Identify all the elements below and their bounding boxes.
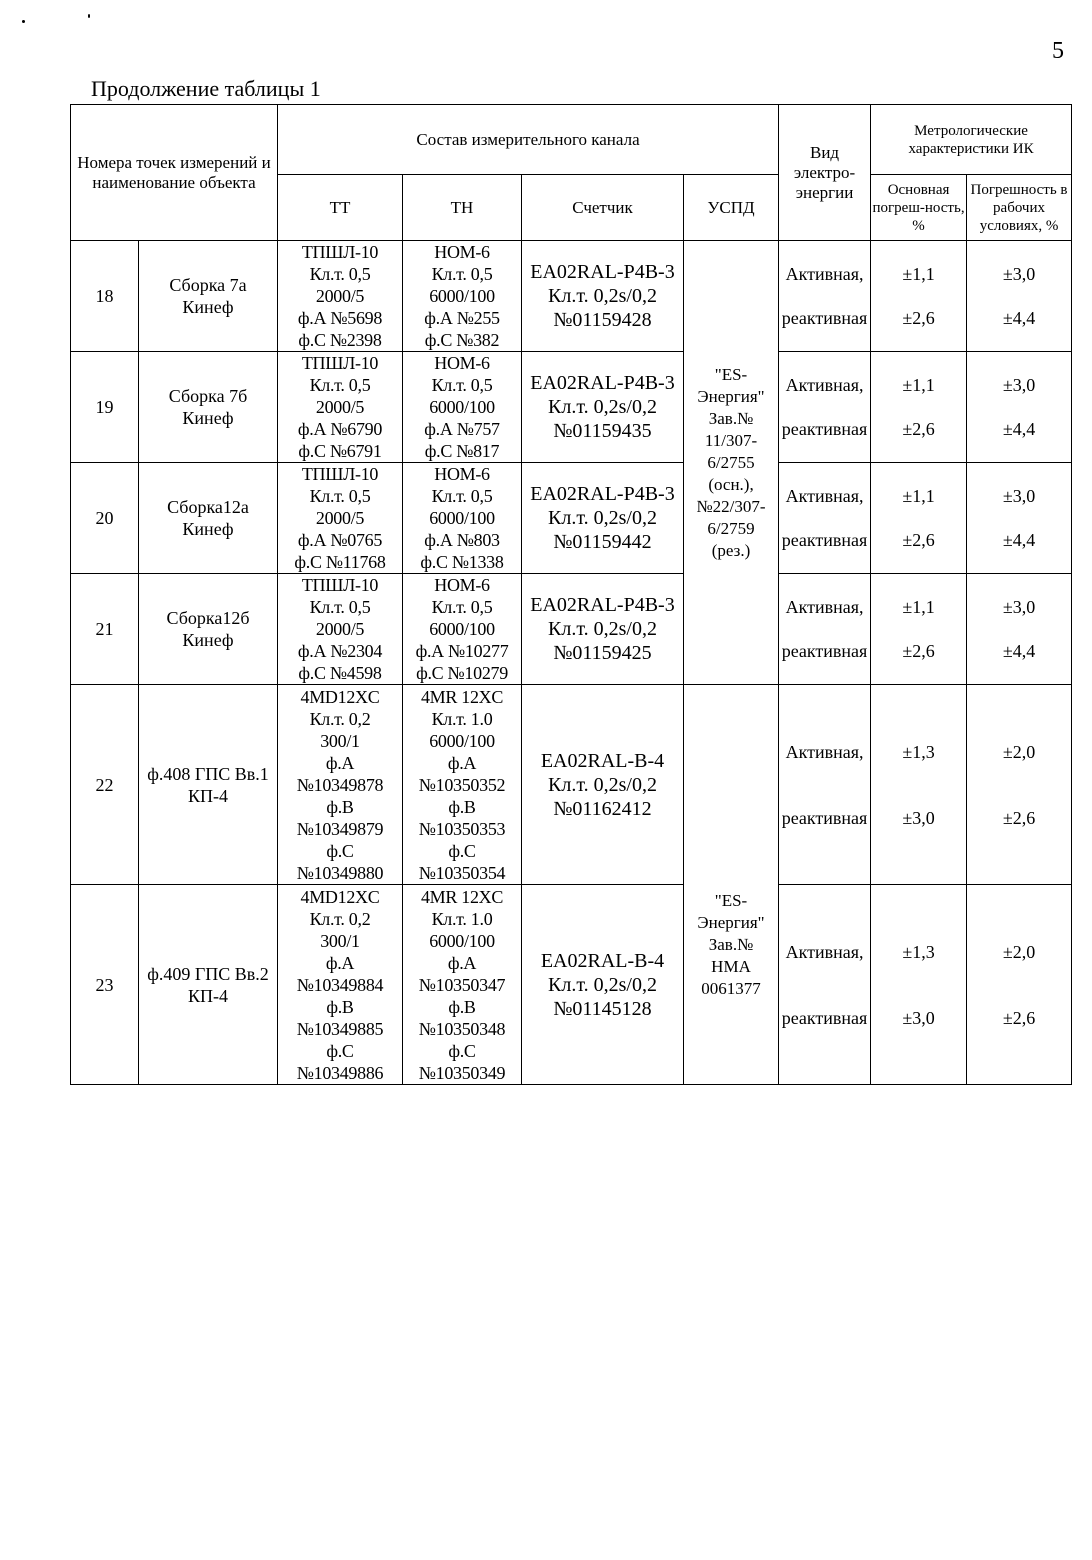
basic-error-value: ±3,0 <box>902 1007 935 1028</box>
energy-kind-cell <box>779 885 871 1085</box>
meter-line: Кл.т. 0,2s/0,2 <box>548 973 657 996</box>
meter-line: EA02RAL-P4B-3 <box>530 372 675 394</box>
tt-cell <box>278 685 403 885</box>
tt-line: Кл.т. 0,2 <box>309 708 371 729</box>
tt-line: 300/1 <box>320 730 360 751</box>
energy-kind-cell <box>779 463 871 574</box>
tn-line: 6000/100 <box>429 286 495 306</box>
header-metro: Метрологические характеристики ИК <box>871 105 1072 175</box>
basic-error-cell <box>871 463 967 574</box>
meter-line: EA02RAL-P4B-3 <box>530 261 675 283</box>
object-name-text: Сборка12б Кинеф <box>166 608 250 650</box>
work-error-value: ±3,0 <box>1002 485 1036 506</box>
tn-line: 6000/100 <box>429 930 495 951</box>
tn-line: НОМ-6 <box>434 242 490 262</box>
object-name-text: Сборка12а Кинеф <box>167 497 249 539</box>
energy-kind-value: Активная, <box>785 741 864 762</box>
energy-kind-stack <box>779 363 870 452</box>
tt-line: Кл.т. 0,5 <box>309 597 371 617</box>
energy-kind-value: реактивная <box>781 419 868 440</box>
work-error-value: ±4,4 <box>1002 641 1036 662</box>
meter-line: №01145128 <box>553 997 652 1020</box>
tt-line: №10349879 <box>296 818 384 839</box>
meter-line: EA02RAL-P4B-3 <box>530 483 675 505</box>
tn-line: ф.С №10279 <box>416 663 508 683</box>
object-name-text: Сборка 7а Кинеф <box>169 275 247 317</box>
work-error-cell <box>967 241 1072 352</box>
meter-cell <box>522 685 684 885</box>
tt-cell <box>278 463 403 574</box>
tn-line: ф.А №10277 <box>415 641 509 661</box>
tt-cell <box>278 574 403 685</box>
energy-kind-cell <box>779 574 871 685</box>
tt-line: ф.С №4598 <box>298 663 382 683</box>
basic-error-value: ±1,3 <box>902 941 935 962</box>
uspd-line: (рез.) <box>711 540 751 560</box>
tn-line: 6000/100 <box>429 619 495 639</box>
row-number: 19 <box>71 352 139 463</box>
tn-line: ф.С №382 <box>424 330 500 350</box>
energy-kind-value: Активная, <box>785 941 864 962</box>
meter-line: №01159425 <box>553 642 652 664</box>
tt-line: 2000/5 <box>315 286 365 306</box>
table-row <box>71 463 1072 574</box>
energy-kind-stack <box>779 719 870 851</box>
meter-line: Кл.т. 0,2s/0,2 <box>548 618 657 640</box>
tt-line: ф.А №0765 <box>297 530 383 550</box>
work-error-value: ±2,0 <box>1002 941 1036 962</box>
table-row <box>71 574 1072 685</box>
basic-error-value: ±2,6 <box>902 641 935 662</box>
header-work-error: Погрешность в рабочих условиях, % <box>967 175 1072 241</box>
row-number: 21 <box>71 574 139 685</box>
scan-dot <box>22 20 25 23</box>
tt-line: 2000/5 <box>315 508 365 528</box>
tn-line: №10350353 <box>418 818 506 839</box>
tn-cell <box>403 685 522 885</box>
energy-kind-stack <box>779 474 870 563</box>
work-error-stack <box>967 474 1071 563</box>
meter-line: Кл.т. 0,2s/0,2 <box>548 507 657 529</box>
basic-error-cell <box>871 685 967 885</box>
tt-line: №10349886 <box>296 1062 384 1083</box>
tt-line: Кл.т. 0,5 <box>309 264 371 284</box>
tt-line: 300/1 <box>320 930 360 951</box>
basic-error-value: ±2,6 <box>902 308 935 329</box>
tt-line: ф.А №6790 <box>297 419 383 439</box>
tt-cell <box>278 885 403 1085</box>
uspd-line: 6/2755 <box>707 452 755 472</box>
tt-line: ф.А №2304 <box>297 641 383 661</box>
basic-error-cell <box>871 574 967 685</box>
energy-kind-value: реактивная <box>781 807 868 828</box>
tt-line: ф.С №6791 <box>298 441 382 461</box>
work-error-value: ±4,4 <box>1002 419 1036 440</box>
energy-kind-value: Активная, <box>785 596 864 617</box>
energy-kind-value: Активная, <box>785 374 864 395</box>
tt-cell <box>278 352 403 463</box>
uspd-line: №22/307- <box>696 496 766 516</box>
tt-line: Кл.т. 0,5 <box>309 375 371 395</box>
tt-line: ТПШЛ-10 <box>301 464 379 484</box>
tn-line: НОМ-6 <box>434 575 490 595</box>
uspd-line: Энергия" <box>697 912 765 932</box>
energy-kind-value: реактивная <box>781 308 868 329</box>
tn-line: Кл.т. 1.0 <box>431 708 493 729</box>
uspd-line: (осн.), <box>708 474 754 494</box>
work-error-value: ±2,6 <box>1002 807 1036 828</box>
tt-line: ф.С <box>326 840 354 861</box>
object-name-text: ф.409 ГПС Вв.2 КП-4 <box>147 963 269 1006</box>
tt-line: ф.С №11768 <box>294 552 386 572</box>
row-number: 22 <box>71 685 139 885</box>
tn-line: №10350347 <box>418 974 506 995</box>
tn-line: №10350352 <box>418 774 506 795</box>
basic-error-value: ±3,0 <box>902 807 935 828</box>
meter-line: №01159442 <box>553 531 652 553</box>
work-error-cell <box>967 463 1072 574</box>
tt-line: Кл.т. 0,5 <box>309 486 371 506</box>
work-error-value: ±3,0 <box>1002 596 1036 617</box>
meter-line: Кл.т. 0,2s/0,2 <box>548 773 657 796</box>
tn-line: 6000/100 <box>429 397 495 417</box>
basic-error-stack <box>871 919 966 1051</box>
meter-cell <box>522 352 684 463</box>
meter-line: №01159428 <box>553 309 652 331</box>
table-row <box>71 885 1072 1085</box>
meter-cell <box>522 241 684 352</box>
tn-cell <box>403 352 522 463</box>
work-error-cell <box>967 574 1072 685</box>
meter-line: №01159435 <box>553 420 652 442</box>
tt-line: 2000/5 <box>315 619 365 639</box>
tt-line: ф.А <box>325 952 355 973</box>
tt-line: ТПШЛ-10 <box>301 575 379 595</box>
meter-line: EA02RAL-P4B-3 <box>530 594 675 616</box>
basic-error-value: ±1,1 <box>902 263 935 284</box>
page-number: 5 <box>1052 38 1064 64</box>
tt-line: №10349885 <box>296 1018 384 1039</box>
header-points-text: Номера точек измерений и наименование объекта <box>77 152 271 192</box>
tt-line: ф.С №2398 <box>298 330 382 350</box>
energy-kind-value: реактивная <box>781 530 868 551</box>
basic-error-value: ±1,1 <box>902 596 935 617</box>
tn-line: ф.А №803 <box>424 530 500 550</box>
tn-line: ф.С <box>448 840 476 861</box>
basic-error-stack <box>871 252 966 341</box>
tt-line: ф.А <box>325 752 355 773</box>
table-row <box>71 241 1072 352</box>
uspd-line: Зав.№ <box>708 934 754 954</box>
header-uspd: УСПД <box>684 175 779 241</box>
uspd-line: НМА <box>711 956 751 976</box>
header-kind-text: Вид электро-энергии <box>793 142 856 202</box>
meter-cell <box>522 463 684 574</box>
tn-line: НОМ-6 <box>434 464 490 484</box>
tn-line: ф.А №255 <box>424 308 500 328</box>
header-composition: Состав измерительного канала <box>278 105 779 175</box>
meter-line: Кл.т. 0,2s/0,2 <box>548 285 657 307</box>
tt-line: №10349880 <box>296 862 384 883</box>
tn-cell <box>403 241 522 352</box>
energy-kind-value: Активная, <box>785 485 864 506</box>
object-name <box>139 574 278 685</box>
tn-line: ф.С №817 <box>424 441 500 461</box>
header-meter: Счетчик <box>522 175 684 241</box>
tn-line: Кл.т. 1.0 <box>431 908 493 929</box>
tt-cell <box>278 241 403 352</box>
scan-dot <box>88 14 90 18</box>
tt-line: ф.А №5698 <box>297 308 383 328</box>
meter-line: Кл.т. 0,2s/0,2 <box>548 396 657 418</box>
table-caption: Продолжение таблицы 1 <box>91 76 321 101</box>
meter-cell <box>522 574 684 685</box>
tn-line: 6000/100 <box>429 508 495 528</box>
work-error-cell <box>967 685 1072 885</box>
tn-line: Кл.т. 0,5 <box>431 486 493 506</box>
object-name <box>139 352 278 463</box>
tt-line: ф.В <box>326 796 354 817</box>
energy-kind-cell <box>779 685 871 885</box>
basic-error-cell <box>871 241 967 352</box>
tn-line: ф.С <box>448 1040 476 1061</box>
tt-line: ТПШЛ-10 <box>301 353 379 373</box>
uspd-line: "ES- <box>714 890 748 910</box>
tt-line: Кл.т. 0,2 <box>309 908 371 929</box>
tn-cell <box>403 885 522 1085</box>
row-number: 23 <box>71 885 139 1085</box>
table-row <box>71 685 1072 885</box>
uspd-line: Энергия" <box>697 386 765 406</box>
basic-error-value: ±1,1 <box>902 374 935 395</box>
energy-kind-value: реактивная <box>781 641 868 662</box>
basic-error-value: ±1,3 <box>902 741 935 762</box>
object-name-text: ф.408 ГПС Вв.1 КП-4 <box>147 763 269 806</box>
tn-line: НОМ-6 <box>434 353 490 373</box>
tt-line: №10349878 <box>296 774 384 795</box>
uspd-line: 0061377 <box>701 978 761 998</box>
table-row <box>71 352 1072 463</box>
tn-line: №10350354 <box>418 862 506 883</box>
object-name <box>139 685 278 885</box>
object-name <box>139 241 278 352</box>
tt-line: 2000/5 <box>315 397 365 417</box>
tn-line: ф.В <box>448 996 476 1017</box>
tn-line: Кл.т. 0,5 <box>431 597 493 617</box>
object-name <box>139 463 278 574</box>
header-points <box>71 105 278 241</box>
uspd-line: "ES- <box>714 364 748 384</box>
tn-line: Кл.т. 0,5 <box>431 264 493 284</box>
work-error-stack <box>967 719 1071 851</box>
tn-line: ф.В <box>448 796 476 817</box>
tn-line: №10350349 <box>418 1062 506 1083</box>
row-number: 18 <box>71 241 139 352</box>
work-error-cell <box>967 885 1072 1085</box>
work-error-value: ±4,4 <box>1002 530 1036 551</box>
work-error-value: ±4,4 <box>1002 308 1036 329</box>
basic-error-stack <box>871 585 966 674</box>
uspd-line: 6/2759 <box>707 518 755 538</box>
energy-kind-stack <box>779 919 870 1051</box>
tt-line: ТПШЛ-10 <box>301 242 379 262</box>
uspd-cell <box>684 241 779 685</box>
uspd-cell <box>684 685 779 1085</box>
object-name <box>139 885 278 1085</box>
work-error-stack <box>967 585 1071 674</box>
work-error-stack <box>967 363 1071 452</box>
basic-error-value: ±2,6 <box>902 419 935 440</box>
basic-error-value: ±1,1 <box>902 485 935 506</box>
tn-line: №10350348 <box>418 1018 506 1039</box>
work-error-stack <box>967 252 1071 341</box>
row-number: 20 <box>71 463 139 574</box>
tt-line: №10349884 <box>296 974 384 995</box>
basic-error-stack <box>871 719 966 851</box>
tn-line: ф.А №757 <box>424 419 500 439</box>
tn-line: ф.С №1338 <box>420 552 504 572</box>
meter-cell <box>522 885 684 1085</box>
energy-kind-cell <box>779 241 871 352</box>
tt-line: 4MD12XC <box>300 686 380 707</box>
basic-error-value: ±2,6 <box>902 530 935 551</box>
basic-error-cell <box>871 885 967 1085</box>
header-tn: ТН <box>403 175 522 241</box>
energy-kind-value: реактивная <box>781 1007 868 1028</box>
energy-kind-stack <box>779 585 870 674</box>
header-tt: ТТ <box>278 175 403 241</box>
basic-error-stack <box>871 474 966 563</box>
tn-line: Кл.т. 0,5 <box>431 375 493 395</box>
basic-error-cell <box>871 352 967 463</box>
energy-kind-stack <box>779 252 870 341</box>
energy-kind-cell <box>779 352 871 463</box>
work-error-stack <box>967 919 1071 1051</box>
tn-cell <box>403 574 522 685</box>
energy-kind-value: Активная, <box>785 263 864 284</box>
work-error-value: ±3,0 <box>1002 374 1036 395</box>
tn-cell <box>403 463 522 574</box>
tt-line: ф.В <box>326 996 354 1017</box>
work-error-value: ±2,6 <box>1002 1007 1036 1028</box>
tt-line: 4MD12XC <box>300 886 380 907</box>
meter-line: EA02RAL-B-4 <box>540 949 665 972</box>
tn-line: ф.А <box>447 752 477 773</box>
header-kind <box>779 105 871 241</box>
meter-line: №01162412 <box>553 797 652 820</box>
tn-line: ф.А <box>447 952 477 973</box>
tn-line: 4MR 12XC <box>420 686 504 707</box>
tn-line: 4MR 12XC <box>420 886 504 907</box>
uspd-line: 11/307- <box>704 430 758 450</box>
meter-line: EA02RAL-B-4 <box>540 749 665 772</box>
work-error-value: ±3,0 <box>1002 263 1036 284</box>
tn-line: 6000/100 <box>429 730 495 751</box>
header-basic-error: Основная погреш-ность, % <box>871 175 967 241</box>
basic-error-stack <box>871 363 966 452</box>
uspd-line: Зав.№ <box>708 408 754 428</box>
object-name-text: Сборка 7б Кинеф <box>168 386 248 428</box>
work-error-value: ±2,0 <box>1002 741 1036 762</box>
work-error-cell <box>967 352 1072 463</box>
measurement-table <box>70 104 1072 1085</box>
tt-line: ф.С <box>326 1040 354 1061</box>
